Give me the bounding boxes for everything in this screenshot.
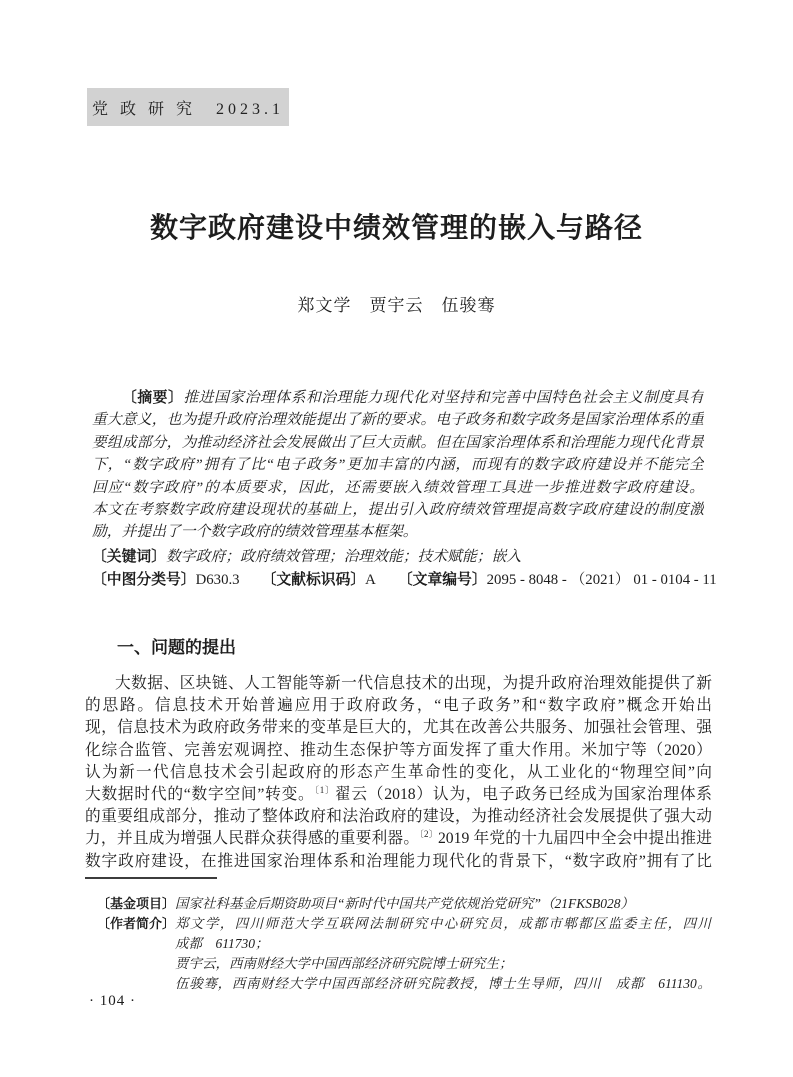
author-bio-row	[97, 914, 711, 994]
author-bio-text	[175, 914, 711, 994]
doc-code-label: 〔文献标识码〕	[261, 572, 366, 588]
author-bio-line: 贾宇云，西南财经大学中国西部经济研究院博士研究生；	[175, 956, 513, 971]
journal-badge: 党 政 研 究 2023.1	[87, 88, 289, 126]
abstract-line	[92, 387, 704, 409]
fund-project-label: 〔基金项目〕	[97, 896, 176, 911]
clc-pair	[92, 572, 240, 588]
abstract-label: 〔摘要〕	[122, 390, 184, 406]
body-text: 大数据时代的“数字空间”转变。	[85, 785, 315, 803]
abstract-text: 推进国家治理体系和治理能力现代化对坚持和完善中国特色社会主义制度具有	[183, 390, 704, 406]
classification-line	[92, 569, 717, 591]
body-line: 现，信息技术为政府政务带来的变革是巨大的，尤其在改善公共服务、加强社会管理、强	[85, 719, 712, 737]
abstract-line: 下，“数字政府”拥有了比“电子政务”更加丰富的内涵，而现有的数字政府建设并不能完全	[92, 457, 704, 474]
body-line: 的重要组成部分，推动了整体政府和法治政府的建设，为推动经济社会发展提供了强大动	[85, 808, 712, 826]
article-id-pair	[398, 572, 717, 588]
fund-project-row	[97, 894, 711, 914]
body-text: 翟云（2018）认为，电子政务已经成为国家治理体系	[334, 785, 712, 803]
body-line: 的思路。信息技术开始普遍应用于政府政务，“电子政务”和“数字政府”概念开始出	[85, 697, 712, 715]
clc-label: 〔中图分类号〕	[92, 572, 196, 588]
body-line	[85, 784, 712, 806]
keywords-text: 数字政府；政府绩效管理；治理效能；技术赋能；嵌入	[166, 549, 522, 565]
author-bio-line: 成都 611730；	[175, 936, 269, 951]
body-line: 数字政府建设，在推进国家治理体系和治理能力现代化的背景下，“数字政府”拥有了比	[85, 852, 712, 870]
authors-line: 郑文学 贾宇云 伍骏骞	[297, 296, 496, 315]
abstract-line: 本文在考察数字政府建设现状的基础上，提出引入政府绩效管理提高数字政府建设的制度激	[92, 501, 704, 518]
body-text: 力，并且成为增强人民群众获得感的重要利器。	[85, 830, 420, 848]
footnote-ref-1: 〔1〕	[314, 784, 335, 795]
footnote-separator	[85, 877, 217, 879]
article-id-label: 〔文章编号〕	[397, 572, 487, 588]
fund-project-text: 国家社科基金后期资助项目“新时代中国共产党依规治党研究”（21FKSB028）	[175, 896, 635, 911]
author-bio-line: 郑文学，四川师范大学互联网法制研究中心研究员，成都市郫都区监委主任，四川	[175, 916, 711, 931]
footnotes-block	[97, 894, 711, 994]
author-bio-label: 〔作者简介〕	[97, 916, 176, 931]
clc-value: D630.3	[195, 572, 240, 588]
footnote-ref-2: 〔2〕	[419, 829, 438, 840]
abstract-line: 要组成部分，为推动经济社会发展做出了巨大贡献。但在国家治理体系和治理能力现代化背景	[92, 434, 704, 451]
paper-title: 数字政府建设中绩效管理的嵌入与路径	[149, 212, 643, 243]
abstract-line: 励，并提出了一个数字政府的绩效管理基本框架。	[92, 524, 418, 541]
abstract-line: 重大意义，也为提升政府治理效能提出了新的要求。电子政务和数字政务是国家治理体系的重	[92, 412, 704, 429]
keywords-label: 〔关键词〕	[92, 549, 166, 565]
article-id-value: 2095 - 8048 - （2021） 01 - 0104 - 11	[486, 572, 717, 588]
page-number: · 104 ·	[89, 993, 136, 1009]
body-text: 2019 年党的十九届四中全会中提出推进	[437, 830, 712, 848]
body-line: 大数据、区块链、人工智能等新一代信息技术的出现，为提升政府治理效能提供了新	[115, 675, 712, 692]
keywords-line	[92, 546, 704, 568]
author-bio-line: 伍骏骞，西南财经大学中国西部经济研究院教授，博士生导师，四川 成都 611130。	[175, 976, 711, 991]
body-line	[85, 828, 712, 850]
body-paragraph	[85, 673, 712, 873]
doc-code-pair	[262, 572, 376, 588]
doc-code-value: A	[365, 572, 376, 588]
body-line: 化综合监管、完善宏观调控、推动生态保护等方面发挥了重大作用。米加宁等（2020）	[85, 741, 712, 759]
body-line: 认为新一代信息技术会引起政府的形态产生革命性的变化，从工业化的“物理空间”向	[85, 763, 712, 781]
abstract-block	[92, 387, 704, 544]
abstract-line: 回应“数字政府”的本质要求，因此，还需要嵌入绩效管理工具进一步推进数字政府建设。	[92, 479, 704, 496]
section-heading: 一、问题的提出	[117, 638, 236, 657]
